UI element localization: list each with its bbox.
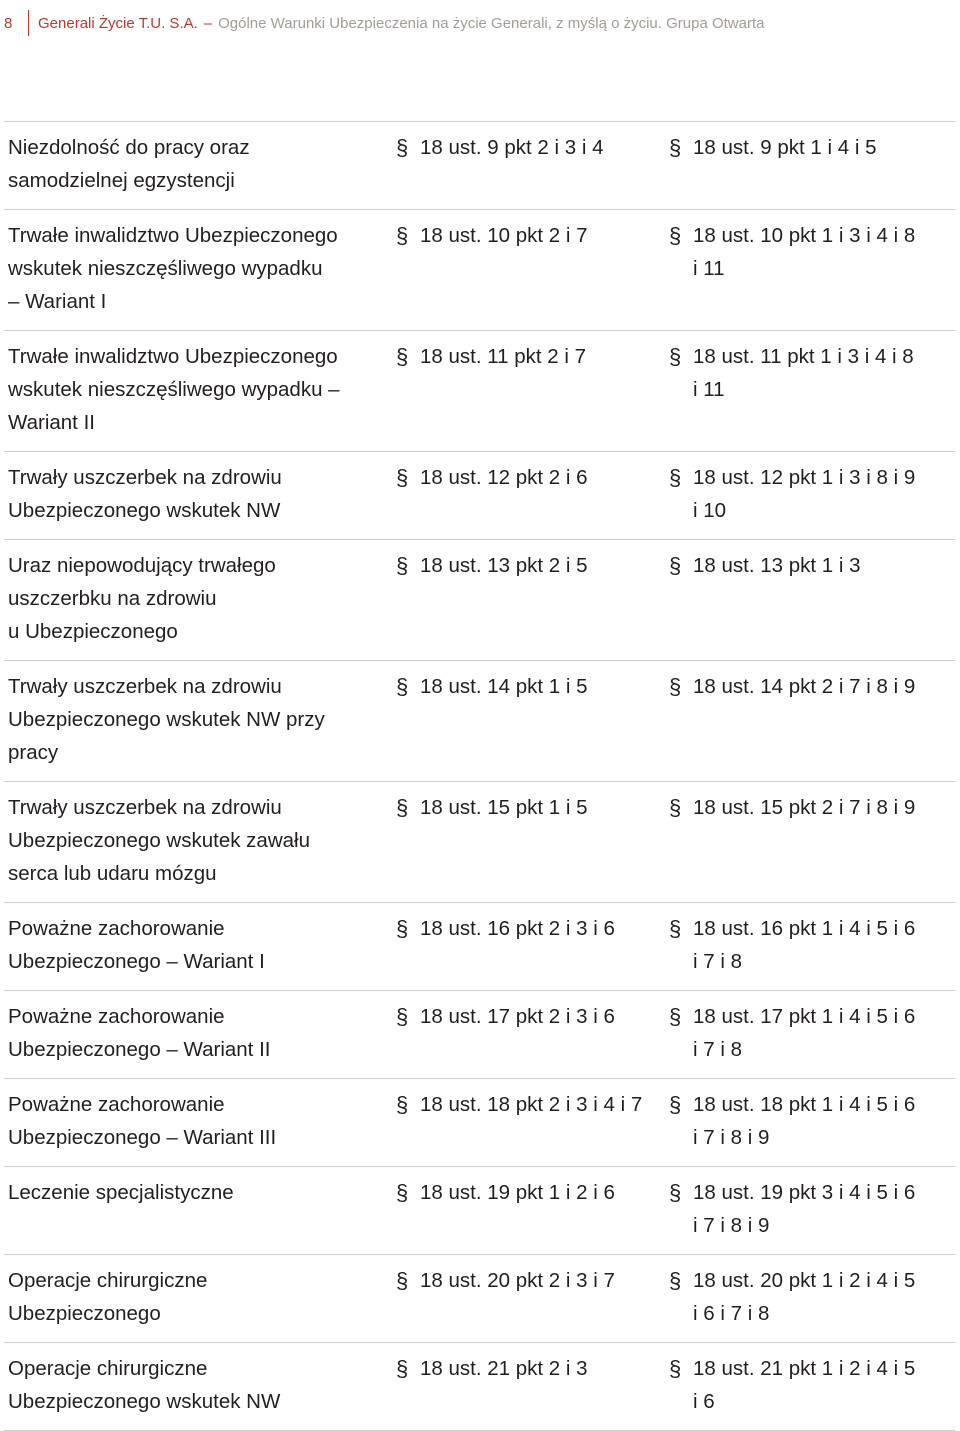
reference-2 (669, 1088, 951, 1154)
reference-table (4, 121, 955, 1431)
header-dash: – (203, 14, 213, 32)
page-number: 8 (4, 14, 13, 32)
section-sign-icon: § (669, 1004, 682, 1029)
document-title: Ogólne Warunki Ubezpieczenia na życie Generali, z myślą o życiu. Grupa Otwarta (218, 14, 765, 32)
section-sign-icon: § (396, 1092, 409, 1117)
section-sign-icon: § (669, 1180, 682, 1205)
section-sign-icon: § (396, 1004, 409, 1029)
reference-2-text: 18 ust. 20 pkt 1 i 2 i 4 i 5 i 6 i 7 i 8 (693, 1269, 916, 1325)
reference-1-text: 18 ust. 17 pkt 2 i 3 i 6 (420, 1005, 615, 1028)
reference-1 (396, 1352, 669, 1418)
reference-1-text: 18 ust. 13 pkt 2 i 5 (420, 554, 588, 577)
section-sign-icon: § (669, 916, 682, 941)
reference-2-text: 18 ust. 13 pkt 1 i 3 (693, 554, 861, 577)
coverage-name-text: Poważne zachorowanie Ubezpieczonego – Wariant II (8, 1005, 271, 1061)
section-sign-icon: § (669, 1092, 682, 1117)
reference-1 (396, 549, 669, 648)
reference-1-text: 18 ust. 21 pkt 2 i 3 (420, 1357, 588, 1380)
coverage-name-text: Poważne zachorowanie Ubezpieczonego – Wariant I (8, 917, 265, 973)
section-sign-icon: § (396, 344, 409, 369)
reference-1-text: 18 ust. 10 pkt 2 i 7 (420, 224, 588, 247)
table-row (4, 1343, 955, 1431)
reference-1 (396, 461, 669, 527)
reference-1-text: 18 ust. 16 pkt 2 i 3 i 6 (420, 917, 615, 940)
section-sign-icon: § (396, 135, 409, 160)
coverage-name (4, 912, 396, 978)
section-sign-icon: § (396, 1268, 409, 1293)
coverage-name-text: Trwałe inwalidztwo Ubezpieczonego wskutek nieszczęśliwego wypadku – Wariant I (8, 224, 338, 313)
reference-2 (669, 912, 951, 978)
reference-2-text: 18 ust. 15 pkt 2 i 7 i 8 i 9 (693, 796, 916, 819)
reference-1 (396, 340, 669, 439)
coverage-name (4, 131, 396, 197)
coverage-name-text: Trwały uszczerbek na zdrowiu Ubezpieczonego wskutek zawału serca lub udaru mózgu (8, 796, 310, 885)
reference-2-text: 18 ust. 17 pkt 1 i 4 i 5 i 6 i 7 i 8 (693, 1005, 916, 1061)
reference-1 (396, 791, 669, 890)
section-sign-icon: § (669, 553, 682, 578)
reference-2-text: 18 ust. 16 pkt 1 i 4 i 5 i 6 i 7 i 8 (693, 917, 916, 973)
coverage-name-text: Operacje chirurgiczne Ubezpieczonego wskutek NW (8, 1357, 281, 1413)
reference-2 (669, 131, 951, 197)
reference-2 (669, 1264, 951, 1330)
coverage-name (4, 791, 396, 890)
coverage-name-text: Trwałe inwalidztwo Ubezpieczonego wskutek nieszczęśliwego wypadku – Wariant II (8, 345, 340, 434)
reference-2 (669, 791, 951, 890)
coverage-name (4, 1176, 396, 1242)
table-row (4, 991, 955, 1079)
section-sign-icon: § (669, 344, 682, 369)
reference-2 (669, 1352, 951, 1418)
section-sign-icon: § (396, 674, 409, 699)
reference-2 (669, 549, 951, 648)
section-sign-icon: § (669, 795, 682, 820)
reference-1 (396, 1000, 669, 1066)
coverage-name (4, 1000, 396, 1066)
section-sign-icon: § (396, 1356, 409, 1381)
reference-2 (669, 340, 951, 439)
reference-2-text: 18 ust. 11 pkt 1 i 3 i 4 i 8 i 11 (693, 345, 914, 401)
section-sign-icon: § (669, 1268, 682, 1293)
coverage-name (4, 340, 396, 439)
coverage-name (4, 1264, 396, 1330)
section-sign-icon: § (396, 465, 409, 490)
reference-2-text: 18 ust. 12 pkt 1 i 3 i 8 i 9 i 10 (693, 466, 916, 522)
coverage-name (4, 1352, 396, 1418)
reference-2 (669, 670, 951, 769)
reference-1-text: 18 ust. 18 pkt 2 i 3 i 4 i 7 (420, 1093, 643, 1116)
section-sign-icon: § (396, 795, 409, 820)
section-sign-icon: § (669, 465, 682, 490)
reference-2 (669, 219, 951, 318)
reference-1-text: 18 ust. 12 pkt 2 i 6 (420, 466, 588, 489)
reference-2 (669, 1000, 951, 1066)
reference-2-text: 18 ust. 21 pkt 1 i 2 i 4 i 5 i 6 (693, 1357, 916, 1413)
company-name: Generali Życie T.U. S.A. (38, 14, 198, 32)
reference-2-text: 18 ust. 19 pkt 3 i 4 i 5 i 6 i 7 i 8 i 9 (693, 1181, 916, 1237)
reference-1-text: 18 ust. 11 pkt 2 i 7 (420, 345, 587, 368)
section-sign-icon: § (396, 1180, 409, 1205)
header-divider (28, 10, 29, 36)
reference-2-text: 18 ust. 14 pkt 2 i 7 i 8 i 9 (693, 675, 916, 698)
table-row (4, 540, 955, 661)
reference-1 (396, 670, 669, 769)
reference-1 (396, 1088, 669, 1154)
reference-2 (669, 1176, 951, 1242)
table-row (4, 210, 955, 331)
coverage-name-text: Leczenie specjalistyczne (8, 1181, 234, 1204)
reference-1 (396, 912, 669, 978)
reference-2 (669, 461, 951, 527)
coverage-name-text: Operacje chirurgiczne Ubezpieczonego (8, 1269, 208, 1325)
table-row (4, 122, 955, 210)
coverage-name-text: Niezdolność do pracy oraz samodzielnej egzystencji (8, 136, 250, 192)
table-row (4, 1255, 955, 1343)
section-sign-icon: § (396, 916, 409, 941)
reference-1 (396, 219, 669, 318)
coverage-name (4, 670, 396, 769)
reference-1-text: 18 ust. 14 pkt 1 i 5 (420, 675, 588, 698)
coverage-name-text: Trwały uszczerbek na zdrowiu Ubezpieczonego wskutek NW przy pracy (8, 675, 325, 764)
reference-1 (396, 1264, 669, 1330)
reference-2-text: 18 ust. 18 pkt 1 i 4 i 5 i 6 i 7 i 8 i 9 (693, 1093, 916, 1149)
reference-1-text: 18 ust. 19 pkt 1 i 2 i 6 (420, 1181, 615, 1204)
reference-1 (396, 1176, 669, 1242)
coverage-name-text: Poważne zachorowanie Ubezpieczonego – Wariant III (8, 1093, 277, 1149)
reference-1-text: 18 ust. 15 pkt 1 i 5 (420, 796, 588, 819)
table-row (4, 331, 955, 452)
reference-2-text: 18 ust. 10 pkt 1 i 3 i 4 i 8 i 11 (693, 224, 916, 280)
coverage-name (4, 461, 396, 527)
table-row (4, 903, 955, 991)
reference-1-text: 18 ust. 20 pkt 2 i 3 i 7 (420, 1269, 615, 1292)
reference-2-text: 18 ust. 9 pkt 1 i 4 i 5 (693, 136, 877, 159)
section-sign-icon: § (669, 135, 682, 160)
page-header (0, 10, 764, 36)
table-row (4, 1079, 955, 1167)
reference-1-text: 18 ust. 9 pkt 2 i 3 i 4 (420, 136, 604, 159)
section-sign-icon: § (669, 674, 682, 699)
table-row (4, 1167, 955, 1255)
coverage-name (4, 1088, 396, 1154)
section-sign-icon: § (396, 223, 409, 248)
reference-1 (396, 131, 669, 197)
coverage-name (4, 549, 396, 648)
table-row (4, 452, 955, 540)
coverage-name-text: Trwały uszczerbek na zdrowiu Ubezpieczonego wskutek NW (8, 466, 282, 522)
section-sign-icon: § (669, 1356, 682, 1381)
section-sign-icon: § (669, 223, 682, 248)
section-sign-icon: § (396, 553, 409, 578)
table-row (4, 782, 955, 903)
coverage-name-text: Uraz niepowodujący trwałego uszczerbku na zdrowiu u Ubezpieczonego (8, 554, 276, 643)
table-row (4, 661, 955, 782)
coverage-name (4, 219, 396, 318)
